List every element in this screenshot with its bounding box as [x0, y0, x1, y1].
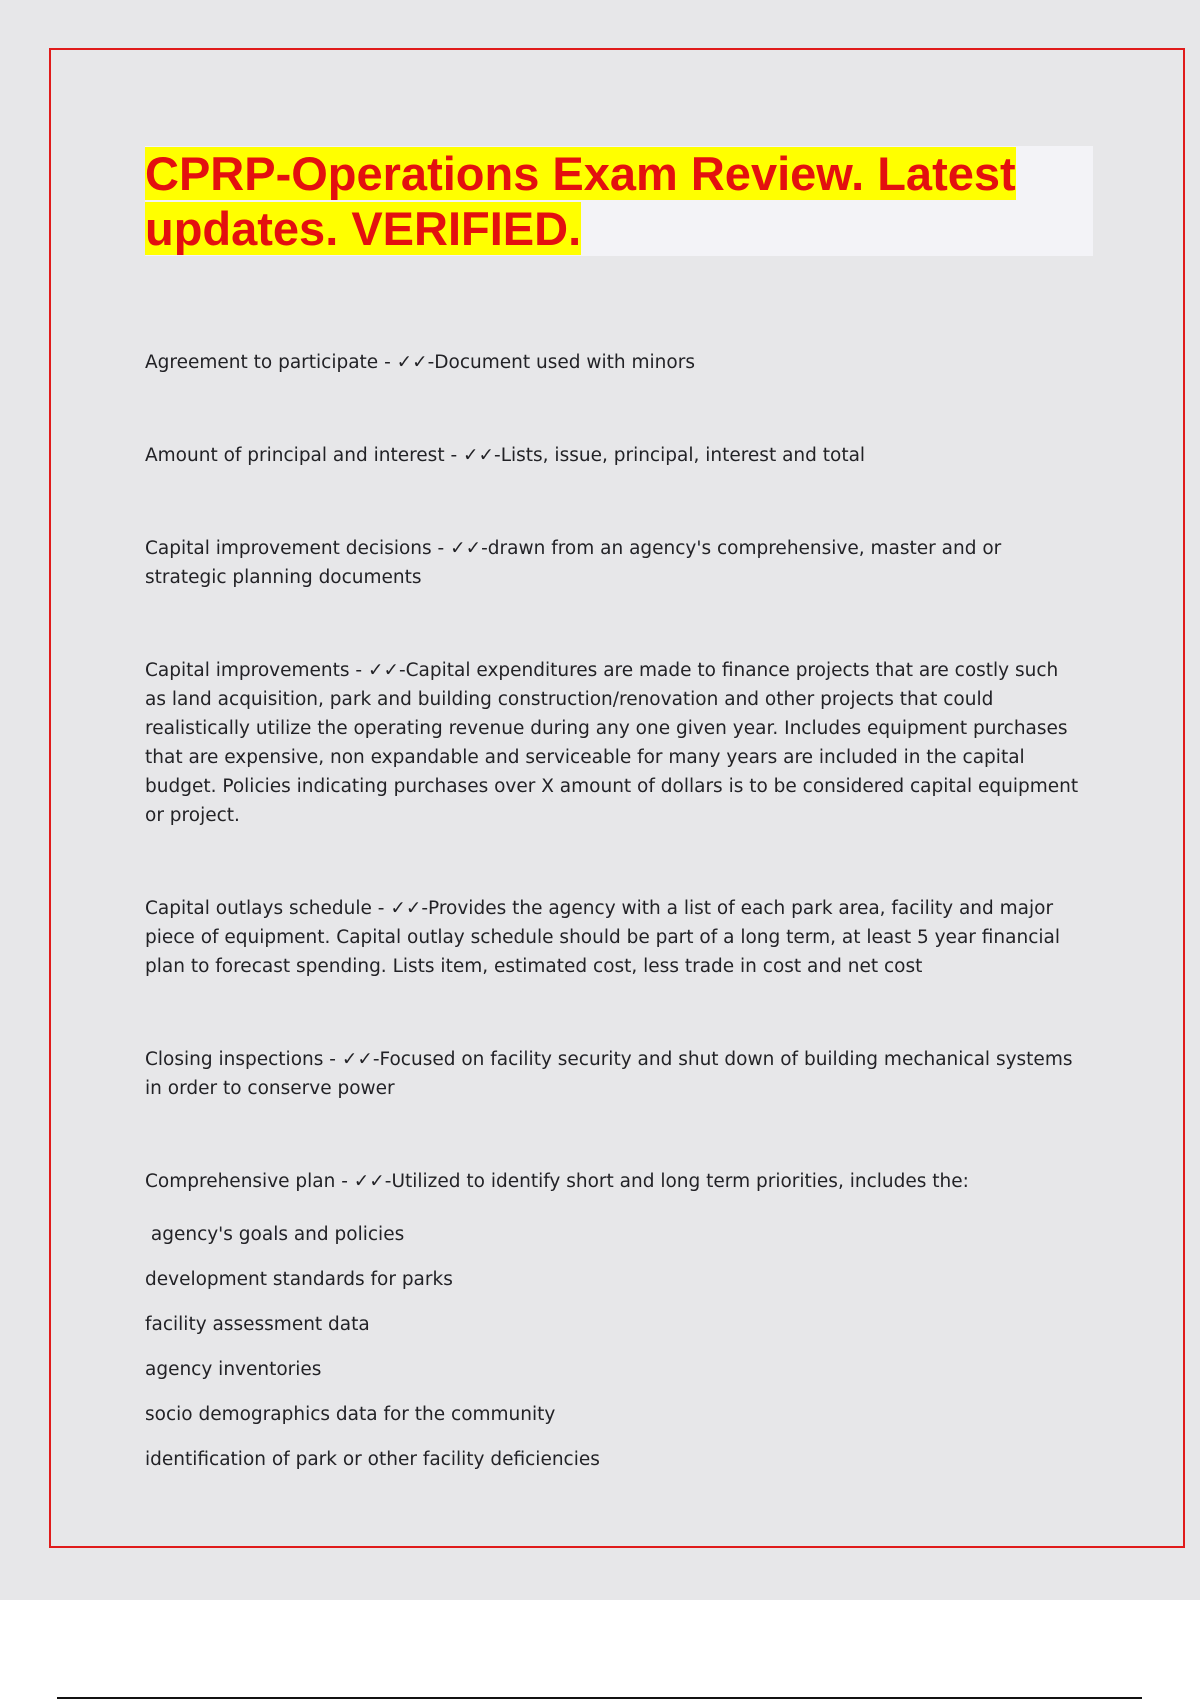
- entry-capital-improvements: Capital improvements - ✓✓-Capital expenditures are made to finance projects that are costly such as land acquisition, park and building construction/renovation and other projects that could realistically utilize the operating revenue during any one given year. Includes equipment purchases that are expensive, non expandable and serviceable for many years are included in the capital budget. Policies indicating purchases over X amount of dollars is to be considered capital equipment or project.: [145, 660, 1079, 826]
- list-item: socio demographics data for the community: [145, 1404, 556, 1425]
- entry-capital-outlays-schedule: Capital outlays schedule - ✓✓-Provides the agency with a list of each park area, facility and major piece of equipment. Capital outlay schedule should be part of a long term, at least 5 year financial plan to forecast spending. Lists item, estimated cost, less trade in cost and net cost: [145, 898, 1060, 977]
- list-item: agency inventories: [145, 1359, 322, 1380]
- list-item: agency's goals and policies: [145, 1224, 405, 1245]
- entry-closing-inspections: Closing inspections - ✓✓-Focused on facility security and shut down of building mechanical systems in order to conserve power: [145, 1049, 1073, 1099]
- list-item: identification of park or other facility deficiencies: [145, 1449, 600, 1470]
- entry-comprehensive-plan: Comprehensive plan - ✓✓-Utilized to identify short and long term priorities, includes the:: [145, 1171, 969, 1192]
- document-body: [145, 348, 1085, 1482]
- list-item: facility assessment data: [145, 1314, 370, 1335]
- list-item: development standards for parks: [145, 1269, 453, 1290]
- page-separator-line: [57, 1697, 1142, 1699]
- document-title: [145, 146, 1093, 256]
- entry-capital-improvement-decisions: Capital improvement decisions - ✓✓-drawn from an agency's comprehensive, master and or strategic planning documents: [145, 538, 1002, 588]
- entry-principal-and-interest: Amount of principal and interest - ✓✓-Lists, issue, principal, interest and total: [145, 445, 866, 466]
- title-highlight: CPRP-Operations Exam Review. Latest updates. VERIFIED.: [145, 147, 1016, 255]
- entry-agreement-to-participate: Agreement to participate - ✓✓-Document used with minors: [145, 352, 695, 373]
